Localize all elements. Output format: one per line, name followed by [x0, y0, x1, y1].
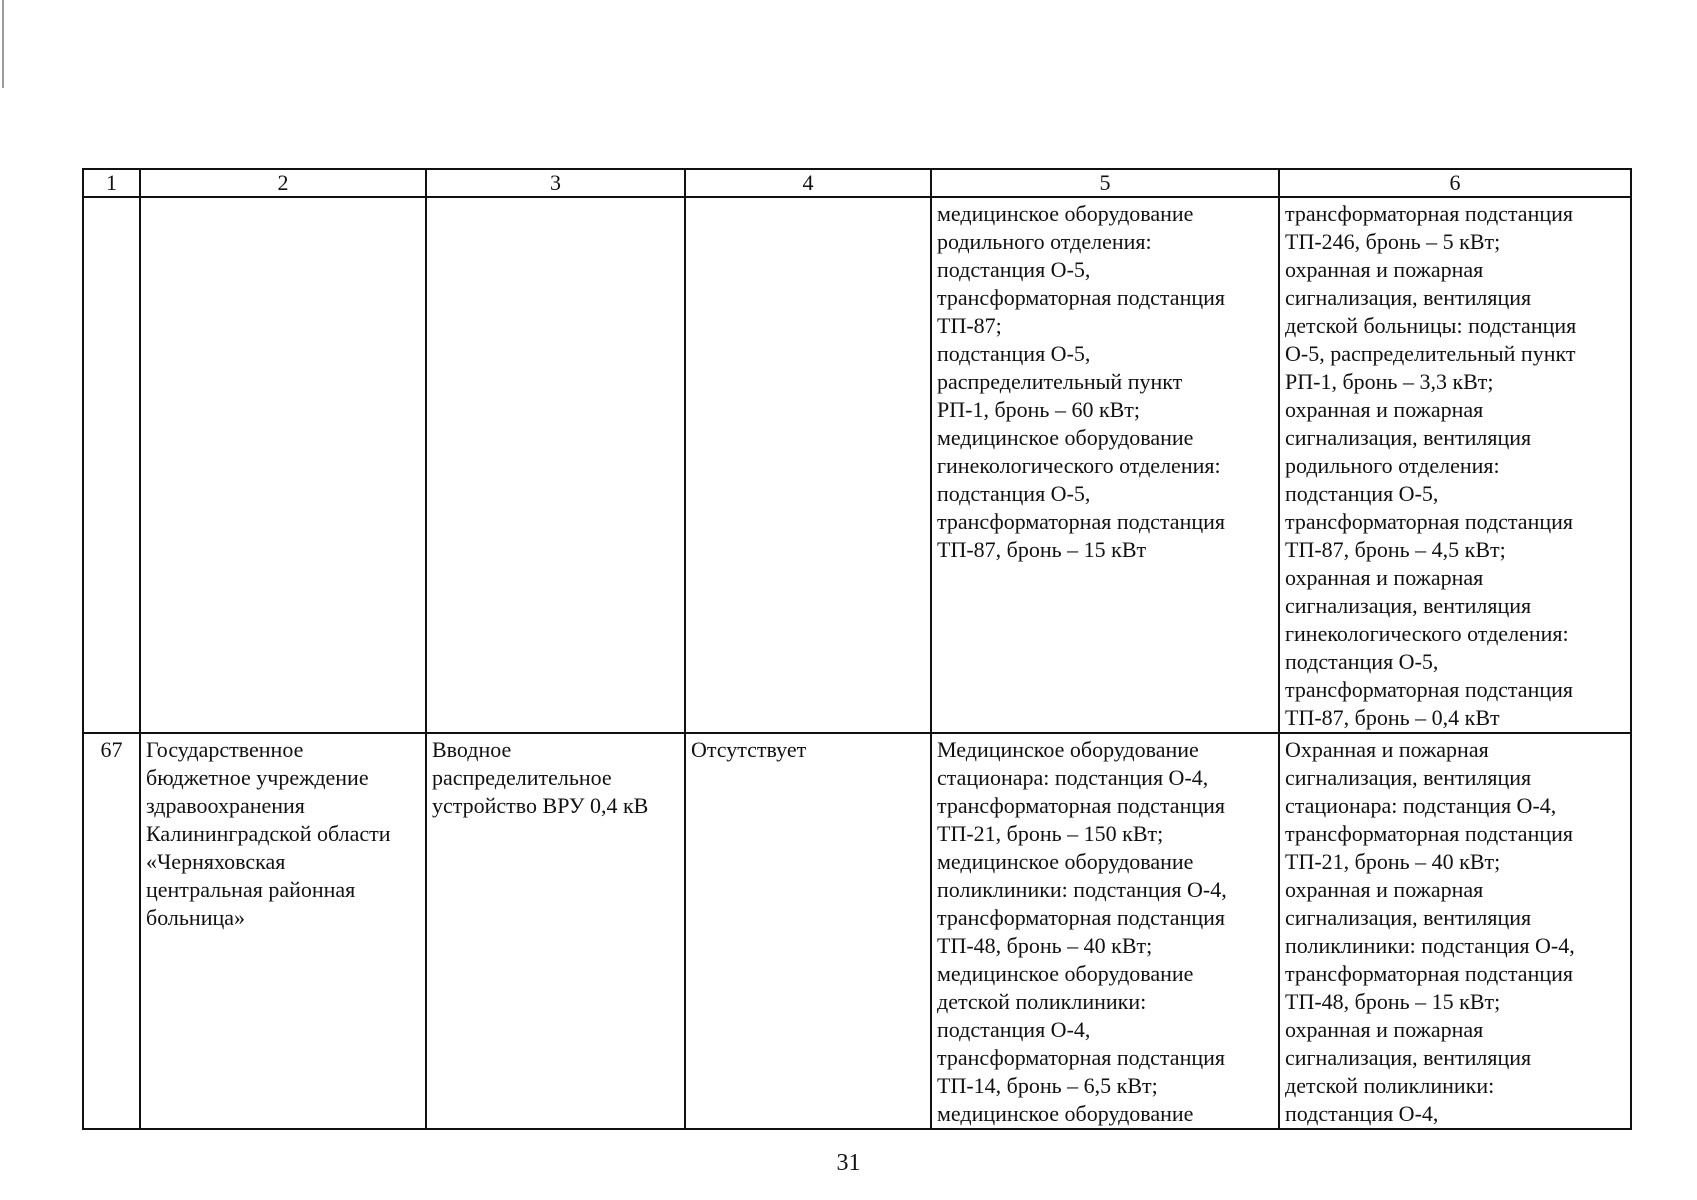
data-table: [82, 168, 1632, 1130]
header-cell-4: 4: [685, 169, 931, 197]
table-row: [83, 197, 1631, 733]
security-systems-cell: трансформаторная подстанция ТП-246, бронь – 5 кВт; охранная и пожарная сигнализация, вентиляция детской больницы: подстанция О-5, распределительный пункт РП-1, бронь – 3,3 кВт; охранная и пожарная сигнализация, вентиляция родильного отделения: подстанция О-5, трансформаторная подстанция ТП-87, бронь – 4,5 кВт; охранная и пожарная сигнализация, вентиляция гинекологического отделения: подстанция О-5, трансформаторная подстанция ТП-87, бронь – 0,4 кВт: [1279, 197, 1631, 733]
device-cell: [426, 197, 685, 733]
scan-edge-line: [2, 0, 4, 88]
page-number: 31: [836, 1150, 861, 1176]
header-cell-6: 6: [1279, 169, 1631, 197]
header-cell-5: 5: [931, 169, 1279, 197]
header-cell-3: 3: [426, 169, 685, 197]
medical-equipment-cell: Медицинское оборудование стационара: подстанция О-4, трансформаторная подстанция ТП-21, бронь – 150 кВт; медицинское оборудование поликлиники: подстанция О-4, трансформаторная подстанция ТП-48, бронь – 40 кВт; медицинское оборудование детской поликлиники: подстанция О-4, трансформаторная подстанция ТП-14, бронь – 6,5 кВт; медицинское оборудование: [931, 733, 1279, 1129]
reserve-source-cell: Отсутствует: [685, 733, 931, 1129]
header-cell-2: 2: [140, 169, 426, 197]
table-header-row: [83, 169, 1631, 197]
security-systems-cell: Охранная и пожарная сигнализация, вентиляция стационара: подстанция О-4, трансформаторная подстанция ТП-21, бронь – 40 кВт; охранная и пожарная сигнализация, вентиляция поликлиники: подстанция О-4, трансформаторная подстанция ТП-48, бронь – 15 кВт; охранная и пожарная сигнализация, вентиляция детской поликлиники: подстанция О-4,: [1279, 733, 1631, 1129]
medical-equipment-cell: медицинское оборудование родильного отделения: подстанция О-5, трансформаторная подстанция ТП-87; подстанция О-5, распределительный пункт РП-1, бронь – 60 кВт; медицинское оборудование гинекологического отделения: подстанция О-5, трансформаторная подстанция ТП-87, бронь – 15 кВт: [931, 197, 1279, 733]
table-row: [83, 733, 1631, 1129]
institution-cell: [140, 197, 426, 733]
reserve-source-cell: [685, 197, 931, 733]
row-number-cell: [83, 197, 140, 733]
row-number-cell: 67: [83, 733, 140, 1129]
institution-cell: Государственное бюджетное учреждение здравоохранения Калининградской области «Черняховская центральная районная больница»: [140, 733, 426, 1129]
device-cell: Вводное распределительное устройство ВРУ 0,4 кВ: [426, 733, 685, 1129]
header-cell-1: 1: [83, 169, 140, 197]
